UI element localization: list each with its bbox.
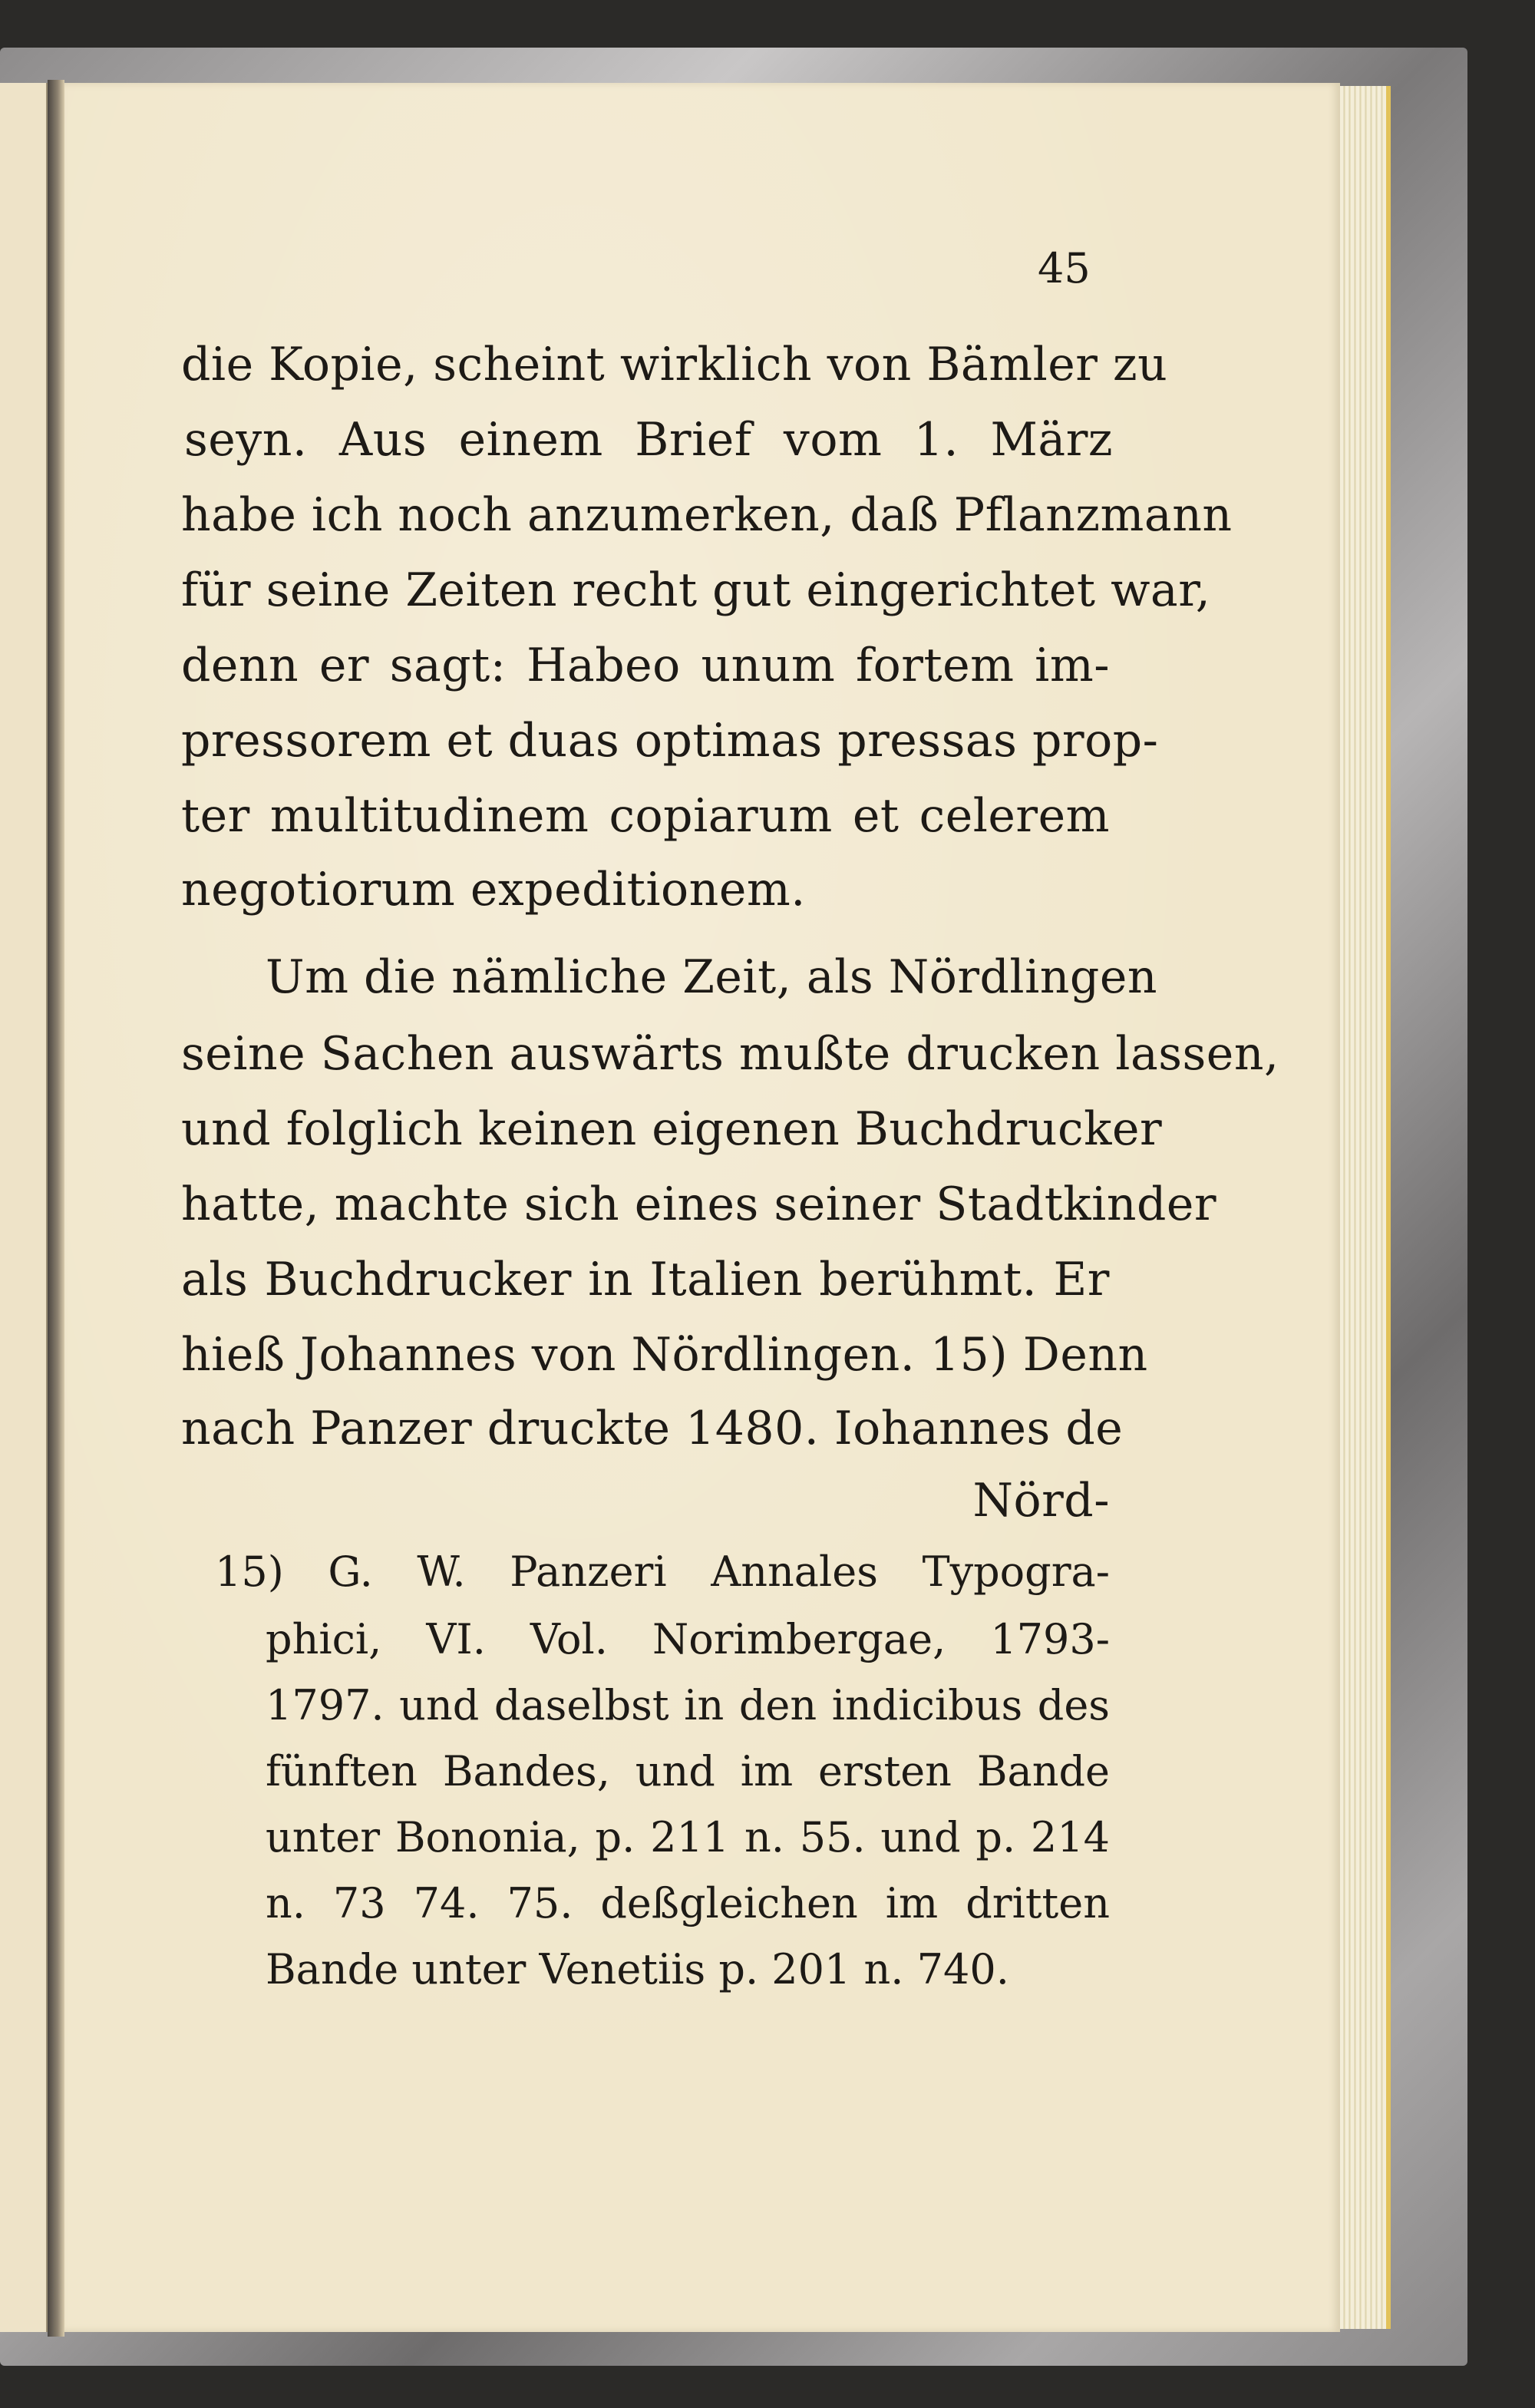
body-line: seyn. Aus einem Brief vom 1. März — [184, 413, 1113, 467]
book-gutter — [48, 80, 64, 2337]
footnote-line: n. 73 74. 75. deßgleichen im dritten — [266, 1879, 1110, 1927]
footnote-line: fünften Bandes, und im ersten Bande — [266, 1747, 1110, 1795]
body-line: pressorem et duas optimas pressas prop- — [181, 714, 1159, 768]
body-line: habe ich noch anzumerken, daß Pflanzmann — [181, 488, 1233, 542]
footnote-line: 15) G. W. Panzeri Annales Typogra- — [215, 1548, 1110, 1596]
footnote-line: phici, VI. Vol. Norimbergae, 1793- — [266, 1615, 1110, 1663]
catchword: Nörd- — [972, 1474, 1110, 1528]
body-line: nach Panzer druckte 1480. Iohannes de — [181, 1402, 1124, 1455]
body-line: seine Sachen auswärts mußte drucken lassen, — [181, 1027, 1279, 1081]
footnote-line: Bande unter Venetiis p. 201 n. 740. — [266, 1945, 1009, 1993]
facing-page-edge — [0, 83, 48, 2332]
body-line: für seine Zeiten recht gut eingerichtet war, — [181, 563, 1211, 617]
body-line: und folglich keinen eigenen Buchdrucker — [181, 1102, 1163, 1156]
footnote-line: unter Bononia, p. 211 n. 55. und p. 214 — [266, 1813, 1110, 1861]
body-line: denn er sagt: Habeo unum fortem im- — [181, 639, 1110, 692]
body-line: ter multitudinem copiarum et celerem — [181, 789, 1110, 843]
body-line: als Buchdrucker in Italien berühmt. Er — [181, 1253, 1110, 1306]
body-line: die Kopie, scheint wirklich von Bämler zu — [181, 338, 1168, 391]
page-block-edge — [1340, 86, 1391, 2329]
body-line: hatte, machte sich eines seiner Stadtkinder — [181, 1178, 1217, 1231]
page-number: 45 — [1038, 244, 1091, 292]
body-line: Um die nämliche Zeit, als Nördlingen — [266, 950, 1157, 1004]
body-line: hieß Johannes von Nördlingen. 15) Denn — [181, 1328, 1148, 1382]
footnote-line: 1797. und daselbst in den indicibus des — [266, 1681, 1110, 1729]
body-line: negotiorum expeditionem. — [181, 863, 806, 917]
